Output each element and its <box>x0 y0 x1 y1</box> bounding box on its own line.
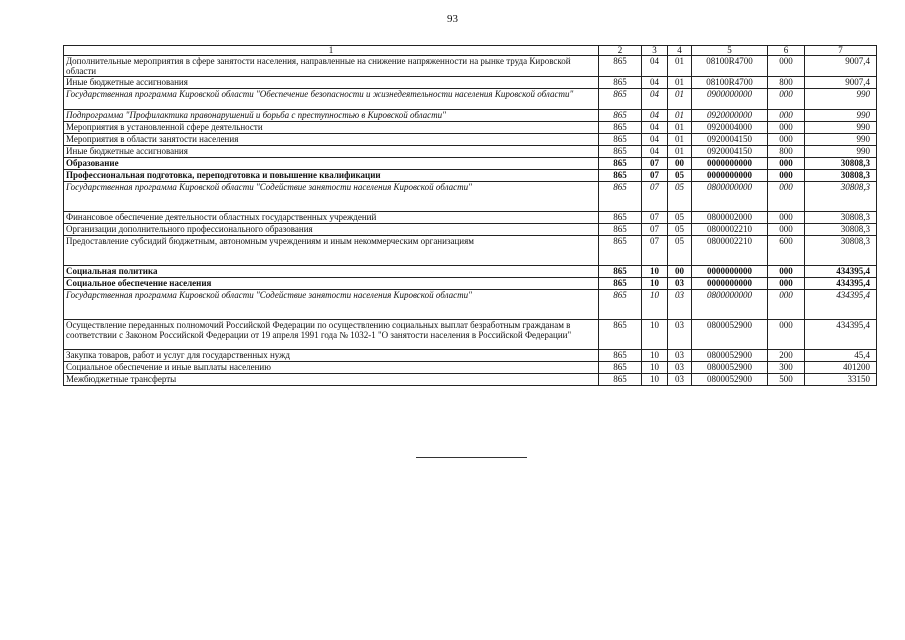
row-admin-code: 865 <box>599 224 642 236</box>
table-row <box>64 374 877 386</box>
row-subsection: 01 <box>668 134 692 146</box>
row-target-article: 0800000000 <box>692 290 768 320</box>
row-expense-type: 000 <box>768 56 805 77</box>
table-row <box>64 77 877 89</box>
row-expense-type: 000 <box>768 134 805 146</box>
row-subsection: 03 <box>668 374 692 386</box>
table-row <box>64 320 877 350</box>
column-header: 1 <box>64 46 599 56</box>
row-expense-type: 800 <box>768 77 805 89</box>
row-name: Иные бюджетные ассигнования <box>64 77 599 89</box>
row-target-article: 0000000000 <box>692 170 768 182</box>
row-target-article: 08100R4700 <box>692 56 768 77</box>
row-admin-code: 865 <box>599 158 642 170</box>
row-name: Предоставление субсидий бюджетным, автономным учреждениям и иным некоммерческим организациям <box>64 236 599 266</box>
table-row <box>64 224 877 236</box>
row-subsection: 05 <box>668 170 692 182</box>
row-name: Мероприятия в области занятости населения <box>64 134 599 146</box>
row-section: 04 <box>642 110 668 122</box>
row-admin-code: 865 <box>599 266 642 278</box>
row-expense-type: 300 <box>768 362 805 374</box>
row-admin-code: 865 <box>599 182 642 212</box>
row-name: Иные бюджетные ассигнования <box>64 146 599 158</box>
row-amount: 30808,3 <box>805 170 877 182</box>
table-row <box>64 158 877 170</box>
row-target-article: 0800002210 <box>692 224 768 236</box>
row-admin-code: 865 <box>599 278 642 290</box>
table-row <box>64 212 877 224</box>
row-admin-code: 865 <box>599 146 642 158</box>
row-target-article: 0800052900 <box>692 374 768 386</box>
row-subsection: 03 <box>668 290 692 320</box>
row-expense-type: 000 <box>768 290 805 320</box>
row-expense-type: 000 <box>768 89 805 110</box>
row-name: Организации дополнительного профессионального образования <box>64 224 599 236</box>
row-admin-code: 865 <box>599 374 642 386</box>
table-row <box>64 134 877 146</box>
row-expense-type: 200 <box>768 350 805 362</box>
table-row <box>64 170 877 182</box>
table-row <box>64 122 877 134</box>
row-target-article: 0920004150 <box>692 134 768 146</box>
row-amount: 30808,3 <box>805 212 877 224</box>
row-subsection: 05 <box>668 236 692 266</box>
row-name: Профессиональная подготовка, переподготовка и повышение квалификации <box>64 170 599 182</box>
table-row <box>64 362 877 374</box>
row-target-article: 0900000000 <box>692 89 768 110</box>
row-name: Государственная программа Кировской области "Содействие занятости населения Кировской области" <box>64 290 599 320</box>
row-expense-type: 000 <box>768 212 805 224</box>
row-expense-type: 600 <box>768 236 805 266</box>
row-amount: 990 <box>805 122 877 134</box>
row-section: 10 <box>642 320 668 350</box>
row-section: 07 <box>642 236 668 266</box>
row-amount: 45,4 <box>805 350 877 362</box>
row-subsection: 00 <box>668 266 692 278</box>
row-subsection: 01 <box>668 110 692 122</box>
row-section: 04 <box>642 134 668 146</box>
row-subsection: 03 <box>668 362 692 374</box>
row-amount: 434395,4 <box>805 278 877 290</box>
row-name: Социальное обеспечение населения <box>64 278 599 290</box>
table-row <box>64 290 877 320</box>
row-section: 07 <box>642 158 668 170</box>
row-target-article: 0800052900 <box>692 350 768 362</box>
row-subsection: 01 <box>668 77 692 89</box>
row-name: Дополнительные мероприятия в сфере занятости населения, направленные на снижение напряженности на рынке труда Кировской области <box>64 56 599 77</box>
row-expense-type: 000 <box>768 224 805 236</box>
table-row <box>64 236 877 266</box>
row-expense-type: 500 <box>768 374 805 386</box>
row-section: 04 <box>642 77 668 89</box>
row-section: 07 <box>642 170 668 182</box>
table-row <box>64 278 877 290</box>
row-section: 10 <box>642 350 668 362</box>
row-name: Финансовое обеспечение деятельности областных государственных учреждений <box>64 212 599 224</box>
row-amount: 33150 <box>805 374 877 386</box>
row-target-article: 0920004150 <box>692 146 768 158</box>
row-amount: 990 <box>805 110 877 122</box>
row-section: 10 <box>642 278 668 290</box>
table-row <box>64 110 877 122</box>
row-section: 10 <box>642 290 668 320</box>
column-header: 2 <box>599 46 642 56</box>
row-name: Осуществление переданных полномочий Российской Федерации по осуществлению социальных выплат безработным гражданам в соответствии с Законом Российской Федерации от 19 апреля 1991 года № 1032-1 "О занятости населения в Российской Федерации" <box>64 320 599 350</box>
row-target-article: 0920004000 <box>692 122 768 134</box>
row-amount: 9007,4 <box>805 56 877 77</box>
row-amount: 30808,3 <box>805 158 877 170</box>
row-admin-code: 865 <box>599 77 642 89</box>
row-subsection: 03 <box>668 320 692 350</box>
row-expense-type: 000 <box>768 122 805 134</box>
row-admin-code: 865 <box>599 350 642 362</box>
row-section: 07 <box>642 182 668 212</box>
row-section: 07 <box>642 224 668 236</box>
row-admin-code: 865 <box>599 110 642 122</box>
row-admin-code: 865 <box>599 122 642 134</box>
row-target-article: 0800000000 <box>692 182 768 212</box>
row-target-article: 0920000000 <box>692 110 768 122</box>
row-admin-code: 865 <box>599 89 642 110</box>
column-header: 3 <box>642 46 668 56</box>
table-row <box>64 350 877 362</box>
row-section: 10 <box>642 362 668 374</box>
row-name: Социальное обеспечение и иные выплаты населению <box>64 362 599 374</box>
row-admin-code: 865 <box>599 236 642 266</box>
row-name: Межбюджетные трансферты <box>64 374 599 386</box>
row-admin-code: 865 <box>599 290 642 320</box>
column-header: 5 <box>692 46 768 56</box>
row-section: 07 <box>642 212 668 224</box>
row-section: 10 <box>642 266 668 278</box>
column-header: 7 <box>805 46 877 56</box>
row-name: Мероприятия в установленной сфере деятельности <box>64 122 599 134</box>
table-header-row <box>64 46 877 56</box>
row-target-article: 0000000000 <box>692 278 768 290</box>
row-expense-type: 000 <box>768 170 805 182</box>
row-amount: 9007,4 <box>805 77 877 89</box>
footer-divider <box>416 457 527 458</box>
row-expense-type: 000 <box>768 320 805 350</box>
row-target-article: 08100R4700 <box>692 77 768 89</box>
row-amount: 990 <box>805 146 877 158</box>
row-target-article: 0800002000 <box>692 212 768 224</box>
row-section: 04 <box>642 146 668 158</box>
row-amount: 30808,3 <box>805 224 877 236</box>
row-name: Закупка товаров, работ и услуг для государственных нужд <box>64 350 599 362</box>
table-row <box>64 182 877 212</box>
column-header: 6 <box>768 46 805 56</box>
row-target-article: 0800052900 <box>692 362 768 374</box>
table-row <box>64 56 877 77</box>
row-expense-type: 000 <box>768 182 805 212</box>
row-amount: 401200 <box>805 362 877 374</box>
table-row <box>64 89 877 110</box>
table-row <box>64 266 877 278</box>
row-subsection: 01 <box>668 56 692 77</box>
row-amount: 990 <box>805 134 877 146</box>
row-amount: 434395,4 <box>805 290 877 320</box>
row-expense-type: 000 <box>768 110 805 122</box>
row-expense-type: 000 <box>768 278 805 290</box>
row-name: Социальная политика <box>64 266 599 278</box>
row-subsection: 05 <box>668 224 692 236</box>
row-target-article: 0800002210 <box>692 236 768 266</box>
row-subsection: 05 <box>668 212 692 224</box>
row-subsection: 05 <box>668 182 692 212</box>
row-subsection: 03 <box>668 350 692 362</box>
row-target-article: 0800052900 <box>692 320 768 350</box>
row-amount: 30808,3 <box>805 182 877 212</box>
row-subsection: 03 <box>668 278 692 290</box>
row-admin-code: 865 <box>599 170 642 182</box>
row-name: Государственная программа Кировской области "Содействие занятости населения Кировской области" <box>64 182 599 212</box>
row-subsection: 01 <box>668 146 692 158</box>
row-admin-code: 865 <box>599 362 642 374</box>
row-name: Государственная программа Кировской области "Обеспечение безопасности и жизнедеятельности населения Кировской области" <box>64 89 599 110</box>
table-row <box>64 146 877 158</box>
row-amount: 434395,4 <box>805 320 877 350</box>
row-subsection: 01 <box>668 89 692 110</box>
row-admin-code: 865 <box>599 56 642 77</box>
row-target-article: 0000000000 <box>692 266 768 278</box>
row-admin-code: 865 <box>599 320 642 350</box>
row-amount: 434395,4 <box>805 266 877 278</box>
budget-table <box>63 45 877 386</box>
column-header: 4 <box>668 46 692 56</box>
row-amount: 990 <box>805 89 877 110</box>
row-expense-type: 800 <box>768 146 805 158</box>
row-expense-type: 000 <box>768 266 805 278</box>
row-target-article: 0000000000 <box>692 158 768 170</box>
row-admin-code: 865 <box>599 134 642 146</box>
row-section: 10 <box>642 374 668 386</box>
row-name: Образование <box>64 158 599 170</box>
row-section: 04 <box>642 122 668 134</box>
row-amount: 30808,3 <box>805 236 877 266</box>
row-name: Подпрограмма "Профилактика правонарушений и борьба с преступностью в Кировской области" <box>64 110 599 122</box>
row-admin-code: 865 <box>599 212 642 224</box>
row-subsection: 01 <box>668 122 692 134</box>
row-subsection: 00 <box>668 158 692 170</box>
page-number: 93 <box>447 13 458 25</box>
row-section: 04 <box>642 89 668 110</box>
row-expense-type: 000 <box>768 158 805 170</box>
row-section: 04 <box>642 56 668 77</box>
